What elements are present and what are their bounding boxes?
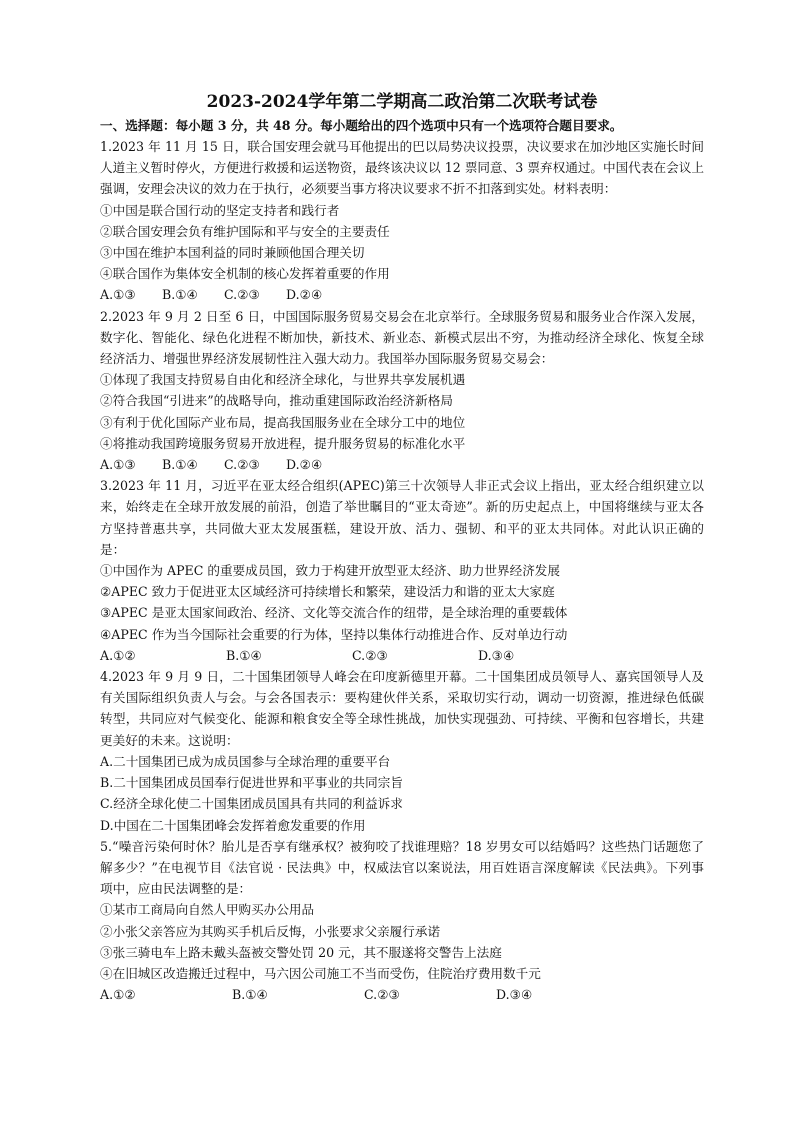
answer-choices — [100, 454, 704, 475]
choice-b: B.①④ — [162, 287, 198, 303]
choice-c: C.②③ — [224, 287, 260, 303]
statement-option: ③有利于优化国际产业布局，提高我国服务业在全球分工中的地位 — [100, 414, 466, 430]
choice-d: D.③④ — [496, 987, 533, 1003]
choice-a: A.①③ — [100, 287, 136, 303]
statement-option: ①体现了我国支持贸易自由化和经济全球化，与世界共享发展机遇 — [100, 372, 466, 388]
answer-choices — [100, 645, 704, 666]
statement-option: ②符合我国“引进来”的战略导向，推动重建国际政治经济新格局 — [100, 393, 453, 409]
choice-c: C.②③ — [364, 987, 400, 1003]
answer-option: A.二十国集团已成为成员国参与全球治理的重要平台 — [100, 753, 391, 769]
question-1 — [100, 136, 704, 306]
choice-d: D.③④ — [478, 647, 515, 663]
choice-c: C.②③ — [224, 457, 260, 473]
question-stem: 4.2023 年 9 月 9 日，二十国集团领导人峰会在印度新德里开幕。二十国集团成员领导人、嘉宾国领导人及有关国际组织负责人与会。与会各国表示：要构建伙伴关系，采取切实行动，调动一切资源，推进绿色低碳转型，共同应对气候变化、能源和粮食安全等全球性挑战，加快实现强劲、可持续、平衡和包容增长，共建更美好的未来。这说明： — [100, 669, 704, 748]
question-stem: 1.2023 年 11 月 15 日，联合国安理会就马耳他提出的巴以局势决议投票，决议要求在加沙地区实施长时间人道主义暂时停火，方便进行救援和运送物资，最终该决议以 12 票同意、3 票弃权通过。中国代表在会议上强调，安理会决议的效力在于执行，必须要当事方将决议要求不折不扣落到实处。材料表明： — [100, 139, 704, 197]
choice-a: A.①② — [100, 987, 136, 1003]
statement-option: ③中国在维护本国利益的同时兼顾他国合理关切 — [100, 245, 365, 261]
statement-option: ③张三骑电车上路未戴头盔被交警处罚 20 元，其不服遂将交警告上法庭 — [100, 944, 502, 960]
answer-option: C.经济全球化使二十国集团成员国具有共同的利益诉求 — [100, 796, 403, 812]
statement-option: ①中国是联合国行动的坚定支持者和践行者 — [100, 202, 340, 218]
choice-a: A.①② — [100, 647, 136, 663]
statement-option: ④APEC 作为当今国际社会重要的行为体，坚持以集体行动推进合作、反对单边行动 — [100, 626, 568, 642]
choice-a: A.①③ — [100, 457, 136, 473]
question-stem: 5.“噪音污染何时休？胎儿是否享有继承权？被狗咬了找谁理赔？18 岁男女可以结婚吗？这些热门话题您了解多少？”在电视节目《法官说 · 民法典》中，权威法官以案说法，用百姓语言深度解读《民法典》。下列事项中，应由民法调整的是： — [100, 838, 704, 897]
question-stem: 3.2023 年 11 月，习近平在亚太经合组织(APEC)第三十次领导人非正式会议上指出，亚太经合组织建立以来，始终走在全球开放发展的前沿，创造了举世瞩目的“亚太奇迹”。新的历史起点上，中国将继续与亚太各方坚持普惠共享，共同做大亚太发展蛋糕，建设开放、活力、强韧、和平的亚太共同体。对此认识正确的是： — [100, 478, 704, 557]
choice-b: B.①④ — [162, 457, 198, 473]
question-stem: 2.2023 年 9 月 2 日至 6 日，中国国际服务贸易交易会在北京举行。全球服务贸易和服务业合作深入发展，数字化、智能化、绿色化进程不断加快，新技术、新业态、新模式层出不穷，为推动经济全球化、恢复全球经济活力、增强世界经济发展韧性注入强大动力。我国举办国际服务贸易交易会： — [100, 308, 704, 367]
answer-choices — [100, 984, 704, 1005]
question-4 — [100, 666, 704, 836]
section-heading: 一、选择题：每小题 3 分，共 48 分。每小题给出的四个选项中只有一个选项符合题目要求。 — [100, 118, 623, 133]
answer-choices — [100, 284, 704, 305]
statement-option: ④将推动我国跨境服务贸易开放进程，提升服务贸易的标准化水平 — [100, 435, 466, 451]
statement-option: ②小张父亲答应为其购买手机后反悔，小张要求父亲履行承诺 — [100, 923, 441, 939]
choice-b: B.①④ — [226, 647, 262, 663]
statement-option: ①中国作为 APEC 的重要成员国，致力于构建开放型亚太经济、助力世界经济发展 — [100, 563, 560, 579]
answer-option: D.中国在二十国集团峰会发挥着愈发重要的作用 — [100, 817, 366, 833]
question-3 — [100, 475, 704, 666]
statement-option: ②APEC 致力于促进亚太区域经济可持续增长和繁荣，建设活力和谐的亚太大家庭 — [100, 584, 555, 600]
answer-option: B.二十国集团成员国奉行促进世界和平事业的共同宗旨 — [100, 775, 403, 791]
choice-d: D.②④ — [286, 287, 323, 303]
statement-option: ①某市工商局向自然人甲购买办公用品 — [100, 902, 315, 918]
choice-d: D.②④ — [286, 457, 323, 473]
statement-option: ③APEC 是亚太国家间政治、经济、文化等交流合作的纽带，是全球治理的重要载体 — [100, 605, 568, 621]
statement-option: ④在旧城区改造搬迁过程中，马六因公司施工不当而受伤，住院治疗费用数千元 — [100, 965, 541, 981]
exam-title: 2023-2024学年第二学期高二政治第二次联考试卷 — [206, 92, 598, 112]
question-5 — [100, 836, 704, 1006]
statement-option: ④联合国作为集体安全机制的核心发挥着重要的作用 — [100, 266, 390, 282]
question-2 — [100, 306, 704, 476]
choice-b: B.①④ — [232, 987, 268, 1003]
choice-c: C.②③ — [352, 647, 388, 663]
statement-option: ②联合国安理会负有维护国际和平与安全的主要责任 — [100, 223, 390, 239]
